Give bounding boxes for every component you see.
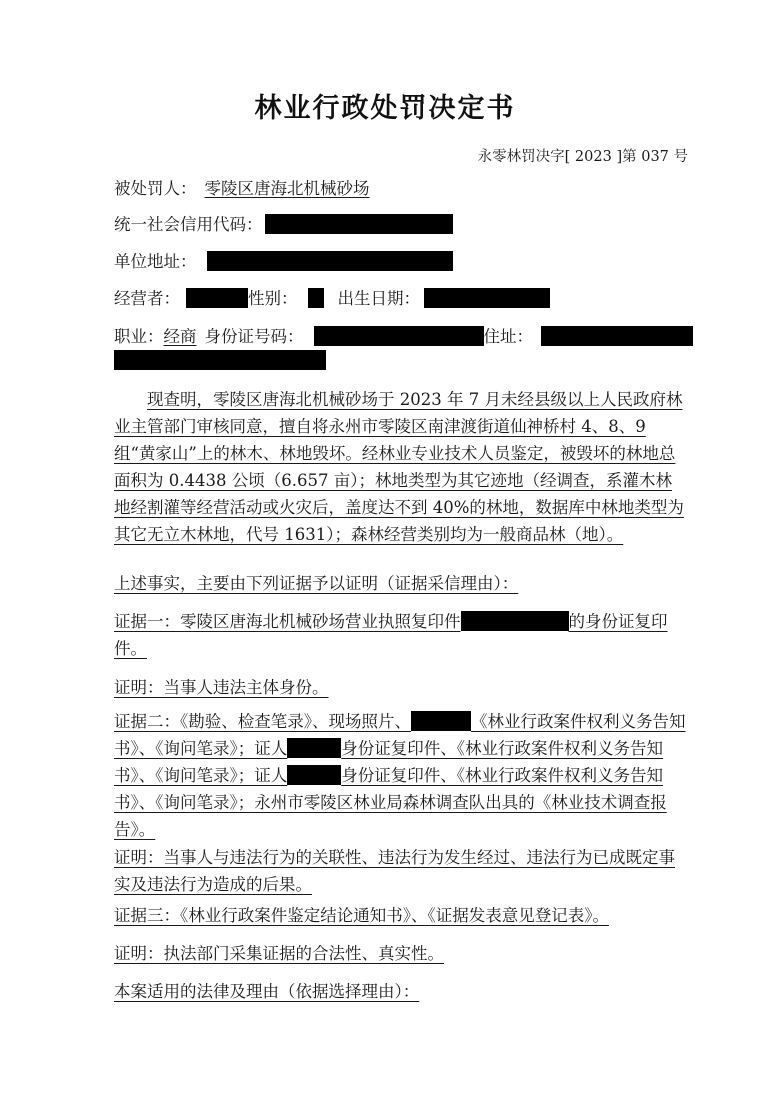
birth-date-label: 出生日期：: [337, 289, 420, 308]
redaction-block: [114, 350, 326, 370]
facts-text: 现查明，零陵区唐海北机械砂场于 2023 年 7 月未经县级以上人民政府林业主管部门审核同意，擅自将永州市零陵区南津渡街道仙神桥村 4、8、9 组“黄家山”上的林木、林地毁坏。经林业专业技术人员鉴定，被毁坏的林地总面积为 0.4438 公顷（6.657 亩）；林地类型为其它迹地（经调查，系灌木林地经割灌等经营活动或火灾后，盖度达不到 40%的林地，数据库中林地类型为其它无立木林地，代号 1631）；森林经营类别均为一般商品林（地）。: [114, 390, 684, 544]
credit-code-line: [114, 214, 453, 236]
proof-three: 证明：执法部门采集证据的合法性、真实性。: [114, 944, 444, 963]
redaction-block: [207, 251, 453, 271]
document-number: 永零林罚决字[ 2023 ]第 037 号: [477, 149, 688, 165]
proof-one: 证明：当事人违法主体身份。: [114, 678, 329, 697]
redaction-block: [424, 288, 550, 308]
operator-label: 经营者：: [114, 289, 180, 308]
party-value: 零陵区唐海北机械砂场: [204, 179, 370, 198]
evidence-one: 证据一：零陵区唐海北机械砂场营业执照复印件 的身份证复印件。: [114, 612, 668, 658]
job-label: 职业：: [114, 327, 164, 346]
address-label: 单位地址：: [114, 252, 197, 271]
redaction-block: [287, 765, 341, 785]
applicable-law: 本案适用的法律及理由（依据选择理由）：: [114, 982, 420, 1001]
job-value: 经商: [163, 327, 197, 346]
redaction-block: [541, 326, 693, 346]
facts-paragraph: [114, 386, 688, 548]
id-number-label: 身份证号码：: [204, 327, 304, 346]
job-line: [114, 326, 693, 348]
evidence-three: 证据三：《林业行政案件鉴定结论通知书》、《证据发表意见登记表》。: [114, 906, 609, 925]
party-label: 被处罚人：: [114, 179, 197, 198]
redaction-block: [186, 288, 248, 308]
operator-line: [114, 288, 550, 310]
evidence-intro: 上述事实，主要由下列证据予以证明（证据采信理由）：: [114, 574, 519, 593]
residence-label: 住址：: [483, 327, 533, 346]
proof-two: 证明：当事人与违法行为的关联性、违法行为发生经过、违法行为已成既定事实及违法行为造成的后果。: [114, 848, 675, 894]
redaction-block: [287, 738, 341, 758]
document-title: 林业行政处罚决定书: [254, 93, 516, 124]
redaction-block: [265, 214, 453, 234]
redaction-block: [314, 326, 484, 346]
residence-continued: [114, 350, 326, 372]
redaction-block: [411, 711, 471, 731]
evidence-two: 证据二：《勘验、检查笔录》、现场照片、 《林业行政案件权利义务告知书》、《询问笔录》；证人 身份证复印件、《林业行政案件权利义务告知书》、《询问笔录》；证人 身份证复印件、《林业行政案件权利义务告知书》、《询问笔录》；永州市零陵区林业局森林调查队出具的《林业技术调查报告》。: [114, 712, 686, 839]
address-line: [114, 251, 453, 273]
party-line: [114, 178, 370, 200]
credit-code-label: 统一社会信用代码：: [114, 215, 263, 234]
gender-label: 性别：: [248, 289, 298, 308]
redaction-block: [461, 611, 569, 631]
redaction-block: [308, 288, 324, 308]
